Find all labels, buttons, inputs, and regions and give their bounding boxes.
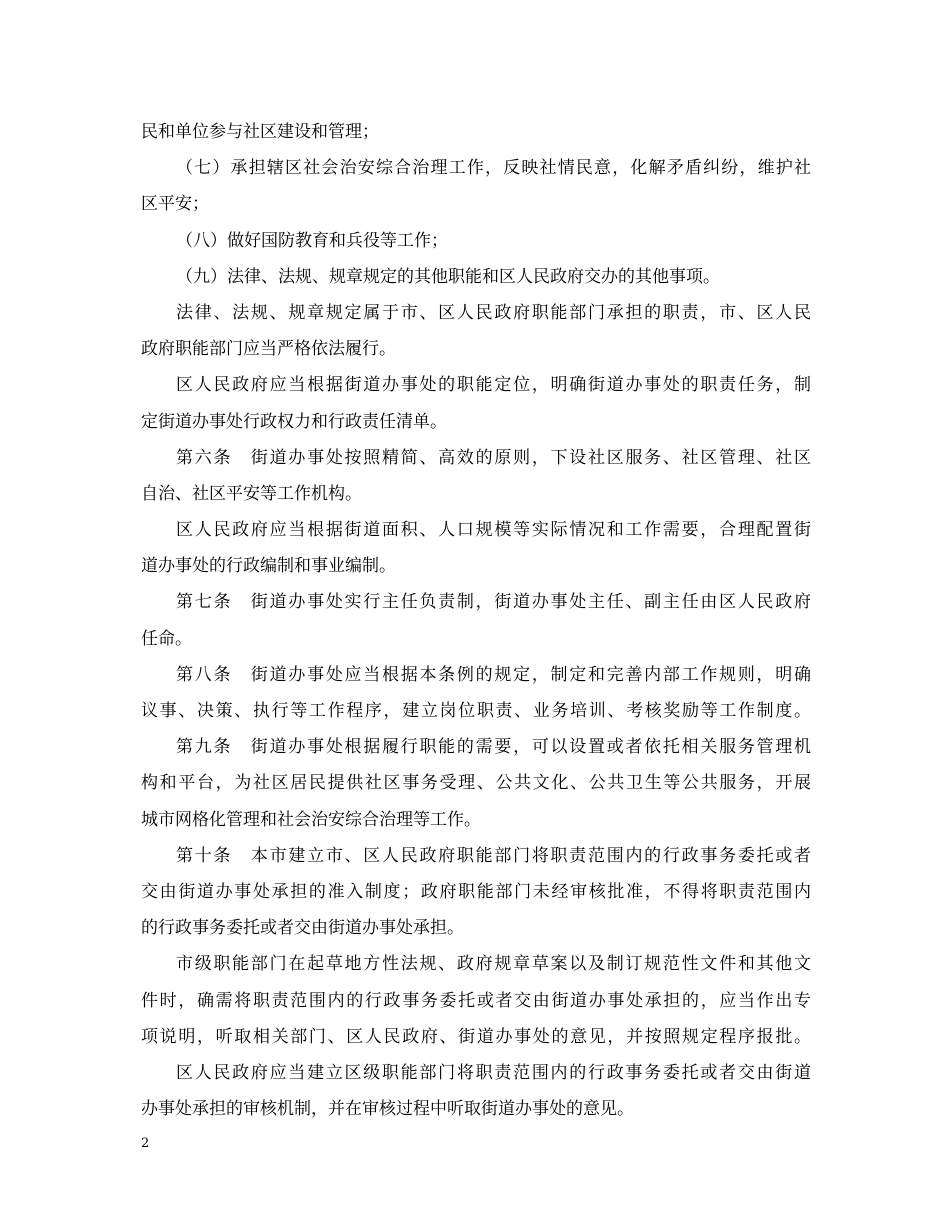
text-line: 第六条 街道办事处按照精简、高效的原则，下设社区服务、社区管理、社区 — [176, 447, 811, 468]
page-number: 2 — [141, 1136, 150, 1151]
text-line: 市级职能部门在起草地方性法规、政府规章草案以及制订规范性文件和其他文 — [176, 954, 811, 975]
text-line: 第七条 街道办事处实行主任负责制，街道办事处主任、副主任由区人民政府 — [176, 592, 811, 613]
body-text — [141, 114, 811, 1127]
text-line: 区人民政府应当建立区级职能部门将职责范围内的行政事务委托或者交由街道 — [176, 1062, 811, 1083]
text-line: （七）承担辖区社会治安综合治理工作，反映社情民意，化解矛盾纠纷，维护社 — [176, 158, 811, 179]
text-line: 城市网格化管理和社会治安综合治理等工作。 — [141, 809, 481, 830]
text-line: 区人民政府应当根据街道面积、人口规模等实际情况和工作需要，合理配置街 — [176, 520, 811, 541]
text-line: （八）做好国防教育和兵役等工作； — [176, 230, 448, 251]
text-line: 办事处承担的审核机制，并在审核过程中听取街道办事处的意见。 — [141, 1099, 634, 1120]
text-line: 第九条 街道办事处根据履行职能的需要，可以设置或者依托相关服务管理机 — [176, 737, 811, 758]
text-line: 定街道办事处行政权力和行政责任清单。 — [141, 411, 447, 432]
text-line: （九）法律、法规、规章规定的其他职能和区人民政府交办的其他事项。 — [176, 266, 720, 287]
text-line: 的行政事务委托或者交由街道办事处承担。 — [141, 918, 464, 939]
text-line: 区平安； — [141, 194, 209, 215]
text-line: 民和单位参与社区建设和管理； — [141, 122, 379, 142]
text-line: 任命。 — [141, 628, 192, 649]
text-line: 第八条 街道办事处应当根据本条例的规定，制定和完善内部工作规则，明确 — [176, 664, 811, 685]
text-line: 区人民政府应当根据街道办事处的职能定位，明确街道办事处的职责任务，制 — [176, 375, 811, 396]
text-line: 交由街道办事处承担的准入制度；政府职能部门未经审核批准，不得将职责范围内 — [141, 881, 811, 902]
text-line: 第十条 本市建立市、区人民政府职能部门将职责范围内的行政事务委托或者 — [176, 845, 811, 866]
text-line: 政府职能部门应当严格依法履行。 — [141, 339, 396, 360]
text-line: 项说明，听取相关部门、区人民政府、街道办事处的意见，并按照规定程序报批。 — [141, 1026, 811, 1047]
text-line: 件时，确需将职责范围内的行政事务委托或者交由街道办事处承担的，应当作出专 — [141, 990, 811, 1011]
text-line: 法律、法规、规章规定属于市、区人民政府职能部门承担的职责，市、区人民 — [176, 302, 811, 323]
text-line: 道办事处的行政编制和事业编制。 — [141, 556, 396, 577]
text-line: 构和平台，为社区居民提供社区事务受理、公共文化、公共卫生等公共服务，开展 — [141, 773, 811, 794]
text-line: 自治、社区平安等工作机构。 — [141, 483, 362, 504]
text-line: 议事、决策、执行等工作程序，建立岗位职责、业务培训、考核奖励等工作制度。 — [141, 701, 811, 721]
